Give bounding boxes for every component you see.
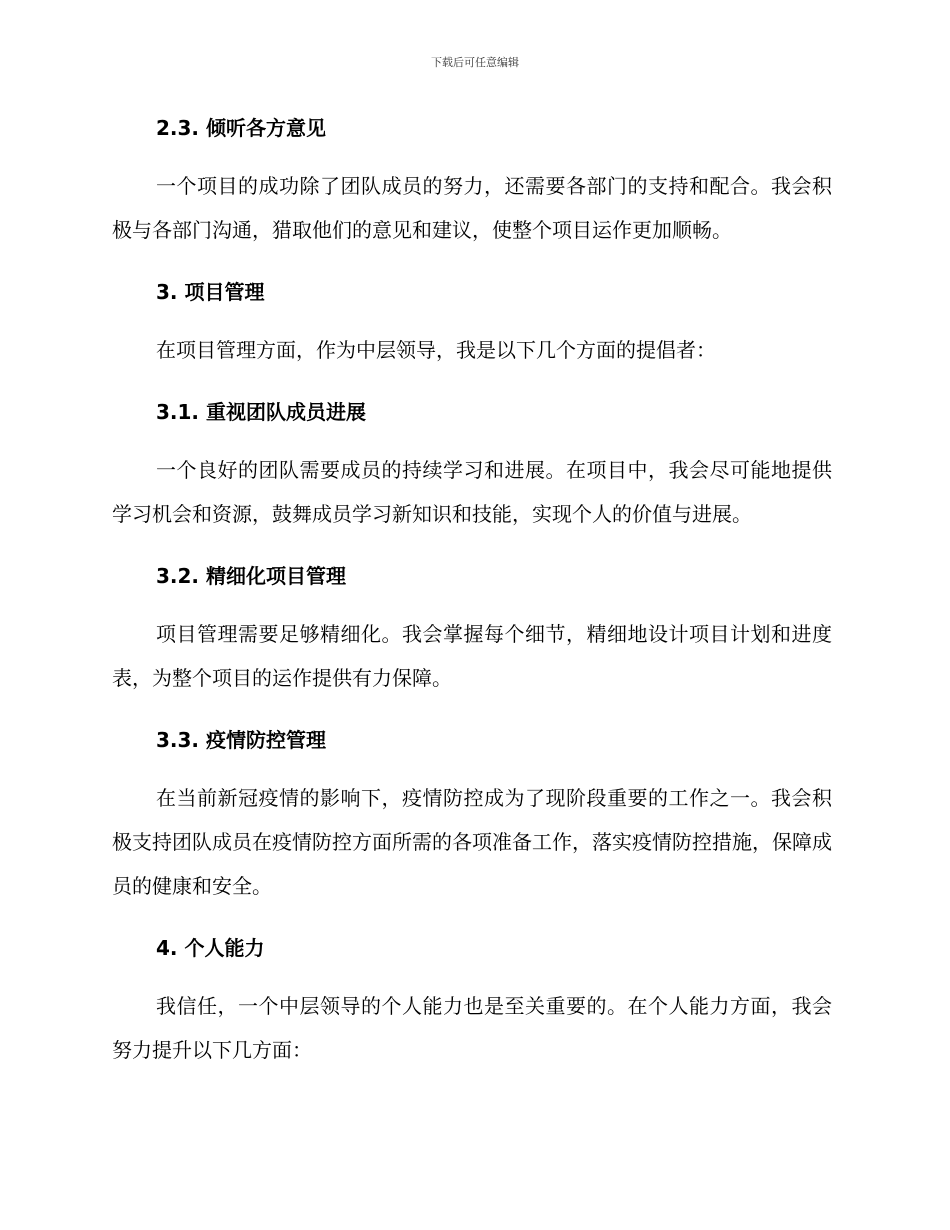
section-heading-3: 3. 项目管理	[156, 280, 265, 304]
section-heading-3-1: 3.1. 重视团队成员进展	[156, 400, 366, 424]
section-paragraph-3: 在项目管理方面，作为中层领导，我是以下几个方面的提倡者：	[156, 338, 716, 362]
section-paragraph-4: 我信任，一个中层领导的个人能力也是至关重要的。在个人能力方面，我会努力提升以下几方面：	[112, 994, 832, 1062]
section-heading-3-3: 3.3. 疫情防控管理	[156, 728, 326, 752]
section-heading-3-2: 3.2. 精细化项目管理	[156, 564, 346, 588]
document-body	[112, 108, 832, 1092]
section-heading-4: 4. 个人能力	[156, 936, 265, 960]
section-paragraph-3-2: 项目管理需要足够精细化。我会掌握每个细节，精细地设计项目计划和进度表，为整个项目的运作提供有力保障。	[112, 622, 832, 690]
page-header-watermark: 下载后可任意编辑	[431, 56, 519, 69]
section-paragraph-3-3: 在当前新冠疫情的影响下，疫情防控成为了现阶段重要的工作之一。我会积极支持团队成员在疫情防控方面所需的各项准备工作，落实疫情防控措施，保障成员的健康和安全。	[112, 786, 832, 898]
section-heading-2-3: 2.3. 倾听各方意见	[156, 116, 326, 140]
section-paragraph-3-1: 一个良好的团队需要成员的持续学习和进展。在项目中，我会尽可能地提供学习机会和资源，鼓舞成员学习新知识和技能，实现个人的价值与进展。	[112, 458, 832, 526]
section-paragraph-2-3: 一个项目的成功除了团队成员的努力，还需要各部门的支持和配合。我会积极与各部门沟通，猎取他们的意见和建议，使整个项目运作更加顺畅。	[112, 174, 832, 242]
